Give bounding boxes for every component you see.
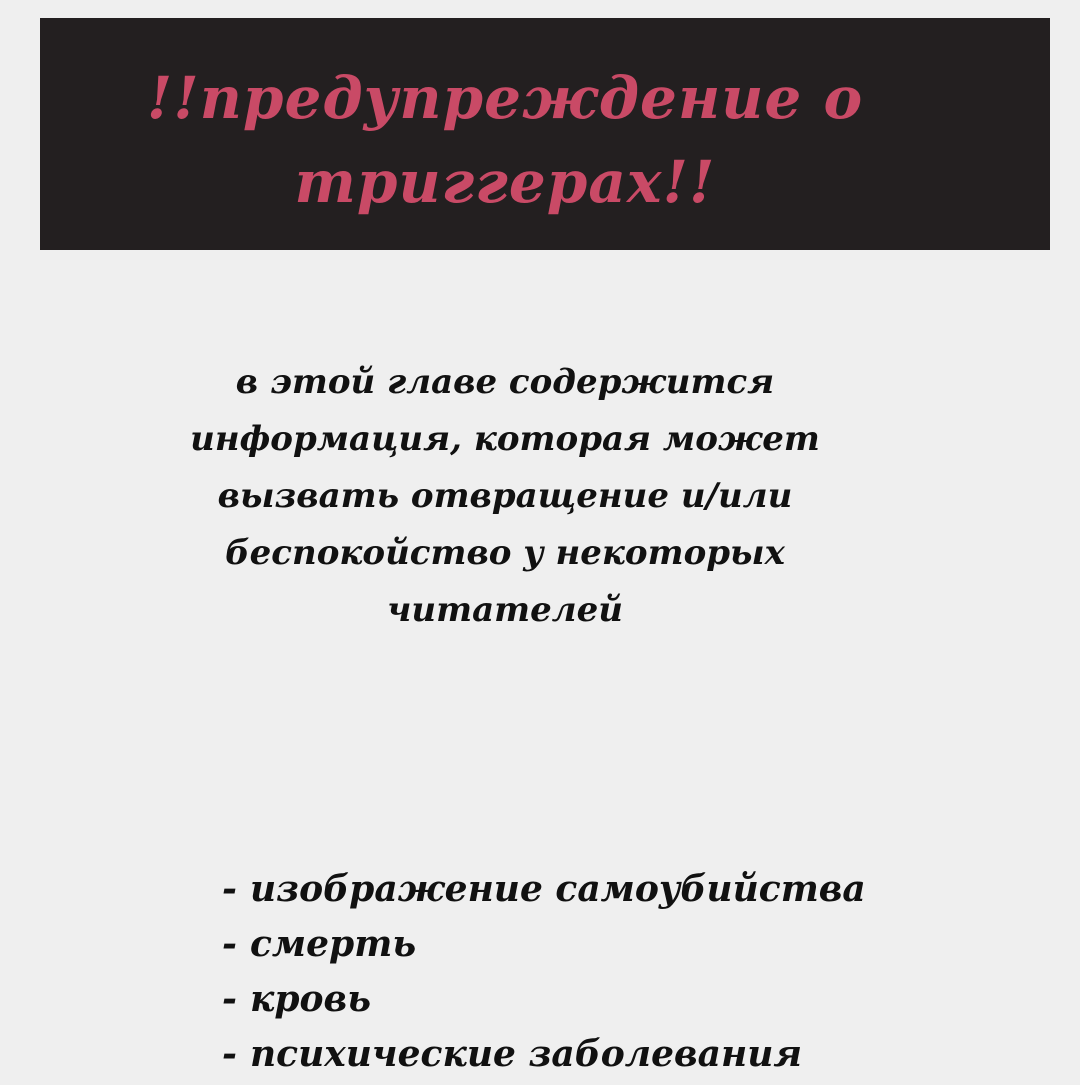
- intro-line-2: информация, которая может: [190, 419, 820, 459]
- bullet-marker: -: [222, 868, 237, 910]
- intro-line-3: вызвать отвращение и/или: [217, 476, 793, 516]
- banner-title-line-2: триггерах!!: [294, 148, 716, 216]
- bullet-marker: -: [222, 1033, 237, 1075]
- intro-line-5: читателей: [387, 590, 623, 630]
- trigger-item-blood: [222, 972, 982, 1027]
- banner-title-line-1: !!предупреждение о: [146, 64, 864, 132]
- intro-line-4: беспокойство у некоторых: [225, 533, 785, 573]
- bullet-marker: -: [222, 978, 237, 1020]
- trigger-item-label: кровь: [250, 978, 371, 1020]
- trigger-item-label: смерть: [250, 923, 417, 965]
- trigger-warning-banner: [40, 18, 1050, 250]
- trigger-item-death: [222, 917, 982, 972]
- bullet-marker: -: [222, 923, 237, 965]
- trigger-item-mental-illness: [222, 1027, 982, 1082]
- trigger-item-label: изображение самоубийства: [250, 868, 866, 910]
- trigger-item-label: психические заболевания: [250, 1033, 803, 1075]
- trigger-item-suicide: [222, 862, 982, 917]
- intro-line-1: в этой главе содержится: [235, 362, 775, 402]
- trigger-list: [222, 862, 982, 1082]
- banner-title: [40, 56, 970, 224]
- intro-text: [140, 354, 870, 639]
